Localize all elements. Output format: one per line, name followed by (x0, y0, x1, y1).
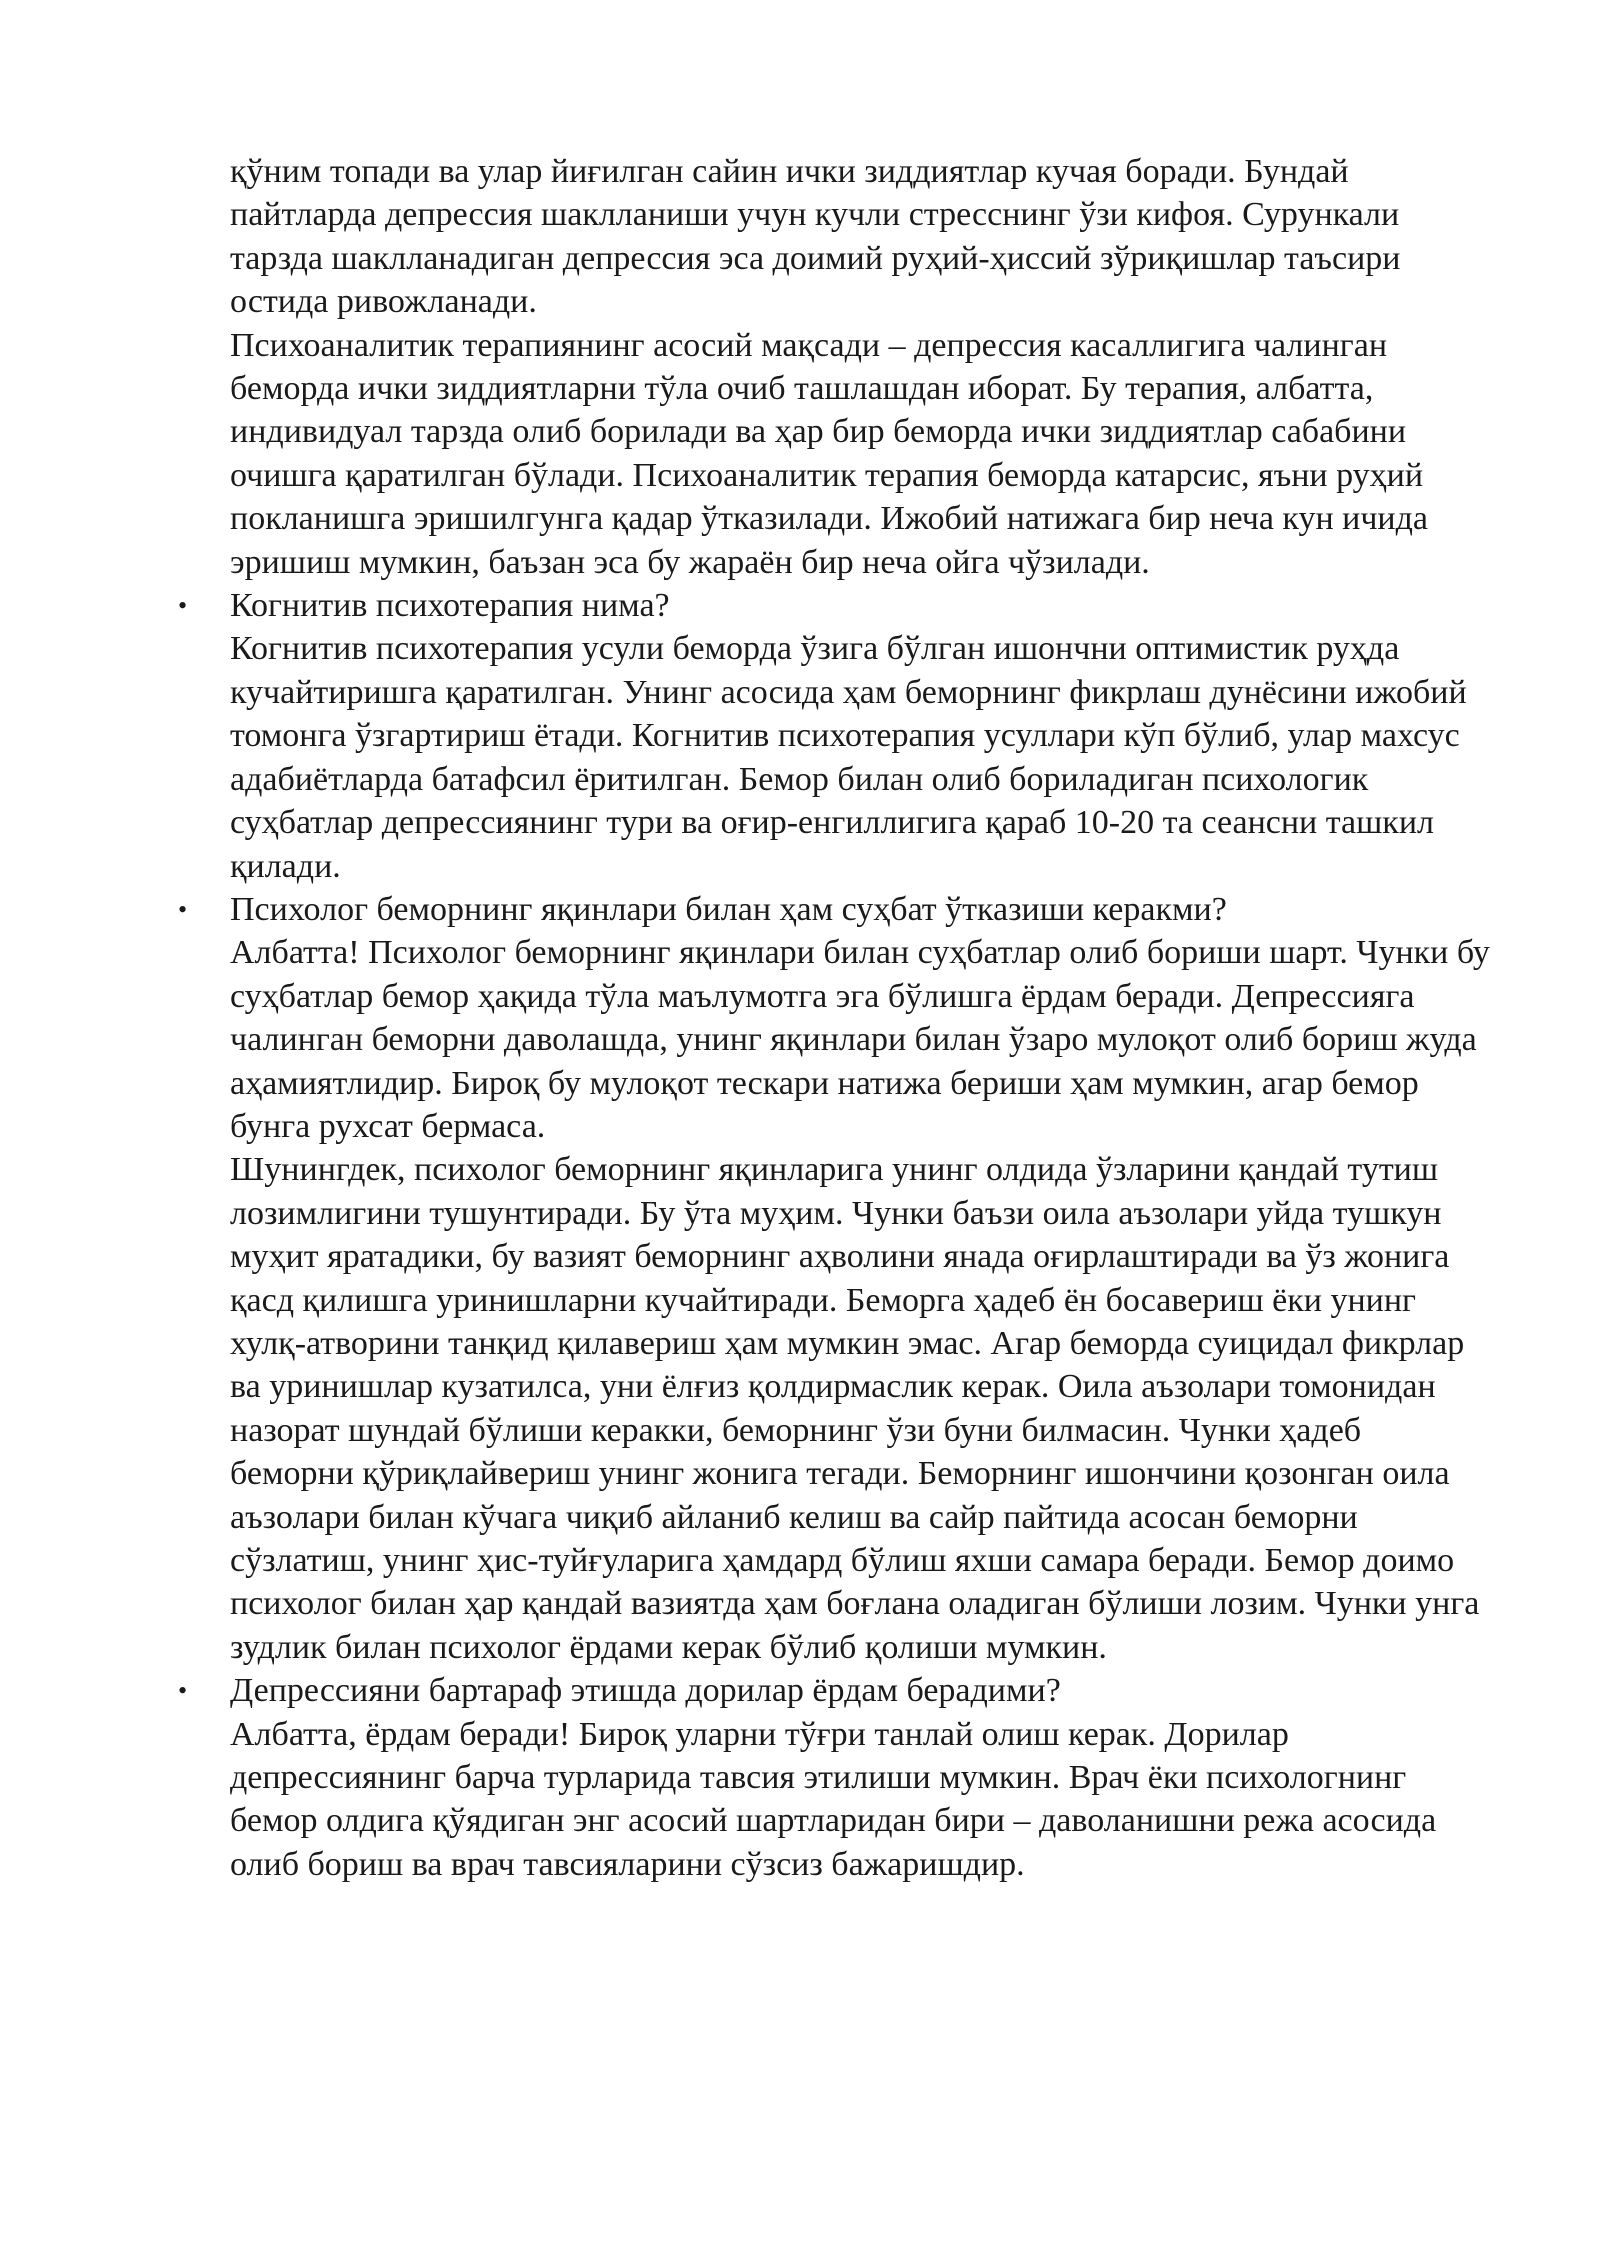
bullet-icon: • (178, 894, 188, 924)
faq-list (178, 584, 1492, 1886)
faq-answer: Когнитив психотерапия усули беморда ўзига бўлган ишончни оптимистик руҳда кучайтиришга қаратилган. Унинг асосида ҳам беморнинг фикрлаш дунёсини ижобий томонга ўзгартириш ётади. Когнитив психотерапия усуллари кўп бўлиб, улар махсус адабиётларда батафсил ёритилган. Бемор билан олиб бориладиган психологик суҳбатлар депрессиянинг тури ва оғир-енгиллигига қараб 10-20 та сеансни ташкил қилади. (230, 630, 1467, 885)
bullet-icon: • (178, 1676, 188, 1706)
faq-answer: Албатта! Психолог беморнинг яқинлари билан суҳбатлар олиб бориши шарт. Чунки бу суҳбатлар бемор ҳақида тўла маълумотга эга бўлишга ёрдам беради. Депрессияга чалинган беморни даволашда, унинг яқинлари билан ўзаро мулоқот олиб бориш жуда аҳамиятлидир. Бироқ бу мулоқот тескари натижа бериши ҳам мумкин, агар бемор бунга рухсат бермаса. (230, 934, 1490, 1145)
faq-answer: Шунингдек, психолог беморнинг яқинларига унинг олдида ўзларини қандай тутиш лозимлигини тушунтиради. Бу ўта муҳим. Чунки баъзи оила аъзолари уйда тушкун муҳит яратадики, бу вазият беморнинг аҳволини янада оғирлаштиради ва ўз жонига қасд қилишга уринишларни кучайтиради. Беморга ҳадеб ён босавериш ёки унинг хулқ-атворини танқид қилавериш ҳам мумкин эмас. Агар беморда суицидал фикрлар ва уринишлар кузатилса, уни ёлғиз қолдирмаслик керак. Оила аъзолари томонидан назорат шундай бўлиши керакки, беморнинг ўзи буни билмасин. Чунки ҳадеб беморни қўриқлайвериш унинг жонига тегади. Беморнинг ишончини қозонган оила аъзолари билан кўчага чиқиб айланиб келиш ва сайр пайтида асосан беморни сўзлатиш, унинг ҳис-туйғуларига ҳамдард бўлиш яхши самара беради. Бемор доимо психолог билан ҳар қандай вазиятда ҳам боғлана оладиган бўлиши лозим. Чунки унга зудлик билан психолог ёрдами керак бўлиб қолиши мумкин. (230, 1151, 1480, 1666)
faq-item-relatives-conversation (178, 888, 1492, 1669)
intro-paragraph: қўним топади ва улар йиғилган сайин ички зиддиятлар кучая боради. Бундай пайтларда депрессия шаклланиши учун кучли стресснинг ўзи кифоя. Сурункали тарзда шаклланадиган депрессия эса доимий руҳий-ҳиссий зўриқишлар таъсири остида ривожланади. (230, 153, 1401, 321)
bullet-icon: • (178, 591, 188, 621)
faq-item-medications (178, 1669, 1492, 1886)
faq-question: Депрессияни бартараф этишда дорилар ёрдам берадими? (230, 1672, 1061, 1710)
faq-item-cognitive-therapy (178, 584, 1492, 888)
intro-paragraph: Психоаналитик терапиянинг асосий мақсади – депрессия касаллигига чалинган беморда ички зиддиятларни тўла очиб ташлашдан иборат. Бу терапия, албатта, индивидуал тарзда олиб борилади ва ҳар бир беморда ички зиддиятлар сабабини очишга қаратилган бўлади. Психоаналитик терапия беморда катарсис, яъни руҳий покланишга эришилгунга қадар ўтказилади. Ижобий натижага бир неча кун ичида эришиш мумкин, баъзан эса бу жараён бир неча ойга чўзилади. (230, 326, 1429, 581)
faq-question: Психолог беморнинг яқинлари билан ҳам суҳбат ўтказиши керакми? (230, 890, 1227, 928)
faq-answer: Албатта, ёрдам беради! Бироқ уларни тўғри танлай олиш керак. Дорилар депрессиянинг барча турларида тавсия этилиши мумкин. Врач ёки психологнинг бемор олдига қўядиган энг асосий шартларидан бири – даволанишни режа асосида олиб бориш ва врач тавсияларини сўзсиз бажаришдир. (230, 1715, 1437, 1883)
document-page (178, 150, 1492, 1886)
faq-question: Когнитив психотерапия нима? (230, 587, 670, 625)
